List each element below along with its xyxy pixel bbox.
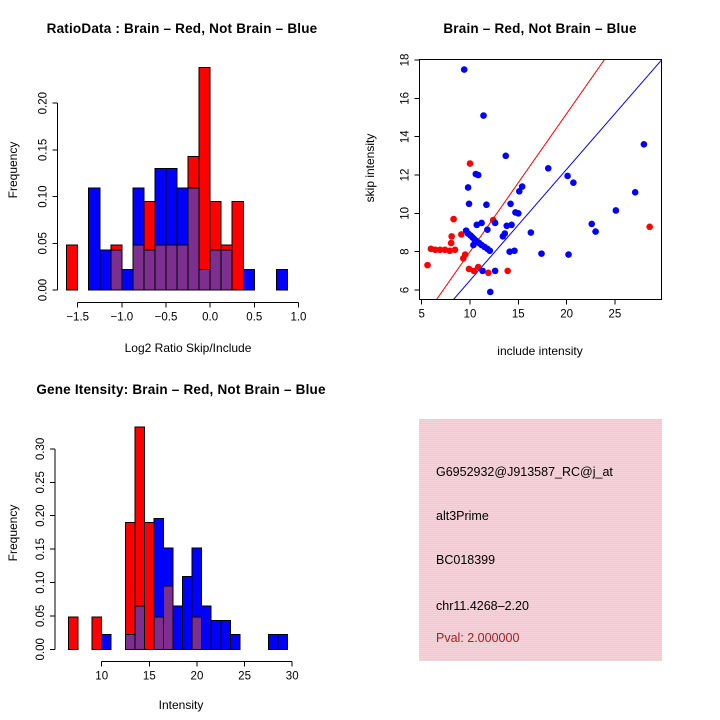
ratio-histogram-plot: [0, 0, 360, 360]
splice-type-text: alt3Prime: [436, 509, 489, 523]
svg-text:30: 30: [285, 670, 299, 683]
svg-text:16: 16: [399, 91, 412, 105]
svg-text:15: 15: [511, 308, 525, 321]
accession-text: BC018399: [436, 553, 496, 567]
svg-text:6: 6: [399, 286, 412, 294]
scatter-ylabel: skip intensity: [363, 133, 377, 203]
svg-text:12: 12: [399, 168, 412, 182]
gene-intensity-histogram-ylabel: Frequency: [6, 504, 20, 562]
svg-text:20: 20: [560, 308, 573, 321]
svg-text:10: 10: [399, 206, 412, 220]
svg-text:−1.5: −1.5: [66, 311, 90, 324]
svg-text:0.10: 0.10: [37, 185, 50, 208]
svg-text:0.25: 0.25: [35, 471, 47, 494]
svg-text:0.30: 0.30: [35, 437, 47, 461]
svg-text:0.00: 0.00: [35, 638, 47, 661]
intensity-scatter-plot: [360, 0, 720, 360]
pval-text: Pval: 2.000000: [436, 631, 520, 645]
svg-text:0.5: 0.5: [246, 311, 263, 324]
svg-text:−0.5: −0.5: [154, 311, 178, 324]
gene-intensity-histogram-xlabel: Intensity: [158, 698, 204, 712]
ratio-histogram-xlabel: Log2 Ratio Skip/Include: [124, 341, 252, 355]
svg-text:0.05: 0.05: [35, 604, 47, 628]
ratio-histogram-ylabel: Frequency: [6, 141, 20, 199]
scatter-xlabel: include intensity: [497, 344, 583, 358]
svg-text:0.20: 0.20: [35, 504, 47, 527]
scatter-title: Brain – Red, Not Brain – Blue: [443, 21, 637, 36]
svg-text:10: 10: [95, 670, 109, 683]
svg-text:20: 20: [190, 670, 204, 683]
ratio-histogram-title: RatioData : Brain – Red, Not Brain – Blue: [46, 21, 318, 36]
svg-text:15: 15: [142, 670, 156, 683]
gene-info-panel: [419, 419, 662, 661]
svg-text:1.0: 1.0: [290, 311, 307, 324]
probe-id-text: G6952932@J913587_RC@j_at: [436, 465, 613, 479]
svg-text:18: 18: [399, 53, 412, 67]
svg-text:0.10: 0.10: [35, 571, 47, 594]
svg-text:25: 25: [608, 308, 622, 321]
gene-intensity-histogram-plot: [0, 360, 360, 720]
svg-text:5: 5: [418, 308, 425, 321]
svg-text:0.00: 0.00: [37, 278, 50, 302]
svg-text:10: 10: [463, 308, 477, 321]
svg-text:0.05: 0.05: [37, 232, 50, 255]
svg-text:0.0: 0.0: [202, 311, 219, 324]
svg-text:−1.0: −1.0: [110, 311, 134, 324]
svg-text:25: 25: [238, 670, 251, 683]
svg-text:8: 8: [399, 248, 412, 255]
svg-text:0.20: 0.20: [37, 92, 50, 115]
svg-text:14: 14: [399, 130, 412, 144]
svg-text:0.15: 0.15: [37, 138, 50, 162]
svg-text:0.15: 0.15: [35, 537, 47, 561]
chromosome-location-text: chr11.4268–2.20: [436, 599, 529, 613]
gene-intensity-histogram-title: Gene Itensity: Brain – Red, Not Brain – Blue: [36, 382, 326, 397]
